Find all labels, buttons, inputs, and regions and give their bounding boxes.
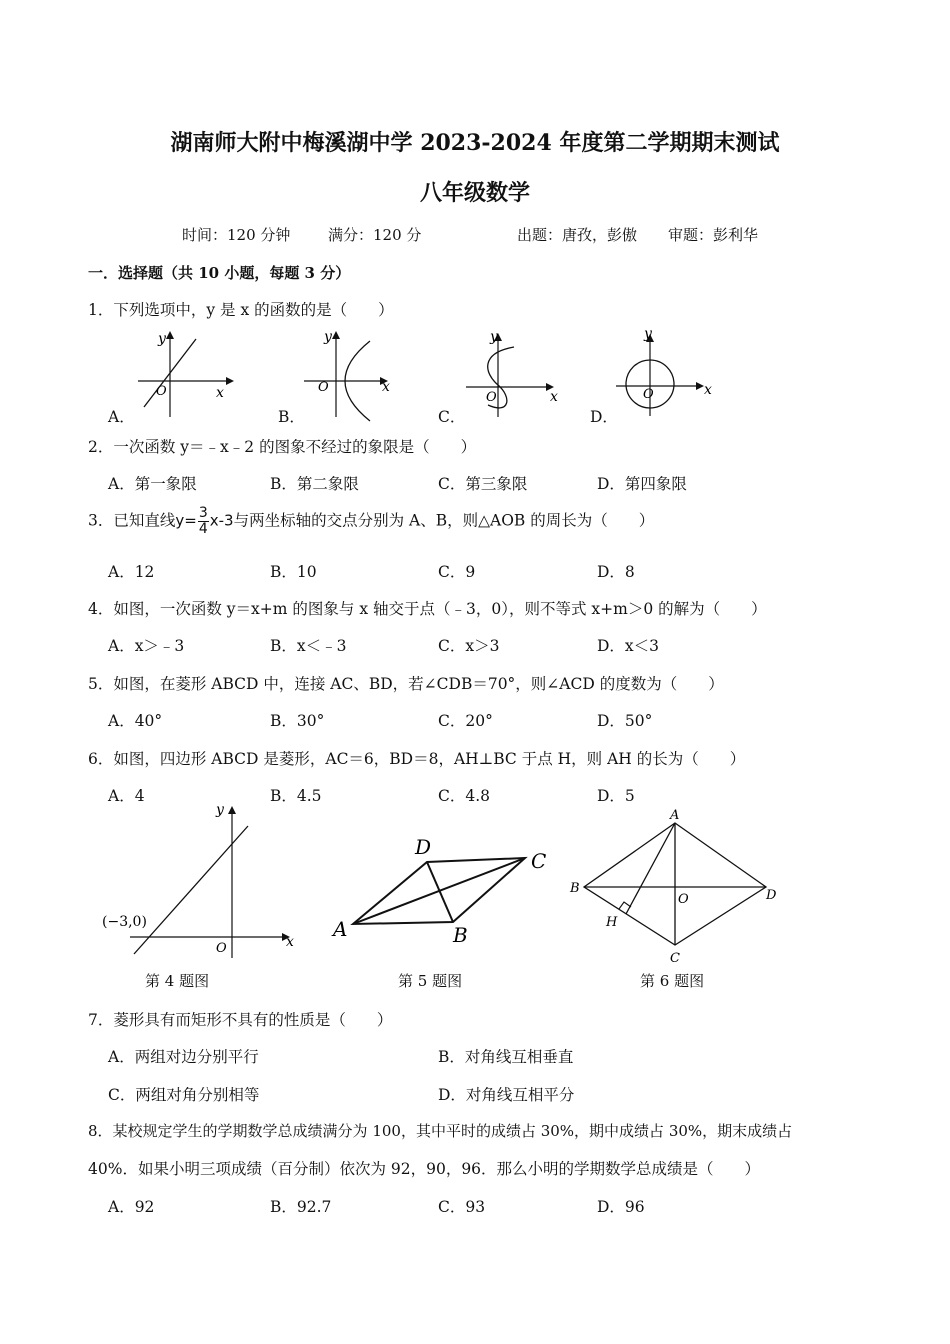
q3-eq-rhs: x-3 xyxy=(209,511,234,530)
q3-option-d: D．8 xyxy=(597,563,635,581)
q1-graph-d xyxy=(610,322,720,422)
q1c-x-label: x xyxy=(550,389,558,405)
fig5-label-c: C xyxy=(531,849,547,873)
question-8-line-2: 40%．如果小明三项成绩（百分制）依次为 92，90，96．那么小明的学期数学总成绩是（ ） xyxy=(88,1160,761,1178)
question-1: 1．下列选项中，y 是 x 的函数的是（ ） xyxy=(88,301,394,319)
q7-option-a: A．两组对边分别平行 xyxy=(108,1048,259,1066)
q7-option-b: B．对角线互相垂直 xyxy=(438,1048,574,1066)
q1-option-c: C． xyxy=(438,408,466,426)
q3-suffix: 与两坐标轴的交点分别为 A、B，则△AOB 的周长为（ ） xyxy=(233,511,655,530)
fig6-label-d: D xyxy=(766,888,777,903)
q3-option-a: A．12 xyxy=(108,563,155,581)
q1b-origin: O xyxy=(318,380,329,395)
q3-option-c: C．9 xyxy=(438,563,476,581)
q5-option-a: A．40° xyxy=(108,712,163,730)
question-2: 2．一次函数 y＝﹣x﹣2 的图象不经过的象限是（ ） xyxy=(88,438,477,456)
fig6-caption: 第 6 题图 xyxy=(640,972,705,990)
q6-option-a: A．4 xyxy=(108,787,145,805)
q2-option-c: C．第三象限 xyxy=(438,475,528,493)
fig4-origin: O xyxy=(216,941,227,956)
fig6-label-a: A xyxy=(670,808,680,823)
q1d-origin: O xyxy=(643,387,654,402)
q1a-x-label: x xyxy=(216,385,224,401)
fig4-x-label: x xyxy=(286,934,294,950)
q4-option-b: B．x＜﹣3 xyxy=(270,637,347,655)
question-6: 6．如图，四边形 ABCD 是菱形，AC＝6，BD＝8，AH⊥BC 于点 H，则 AH 的长为（ ） xyxy=(88,750,746,768)
q5-option-d: D．50° xyxy=(597,712,653,730)
q5-option-c: C．20° xyxy=(438,712,493,730)
q1-graph-b xyxy=(300,325,410,425)
q7-option-c: C．两组对角分别相等 xyxy=(108,1086,260,1104)
figure-6 xyxy=(560,805,790,970)
q8-option-d: D．96 xyxy=(597,1198,645,1216)
q3-eq-lhs: y= xyxy=(175,511,197,530)
fig4-point-label: (−3,0) xyxy=(102,914,147,930)
q1a-y-label: y xyxy=(158,331,166,347)
q1-graph-c xyxy=(460,325,570,425)
fig6-label-b: B xyxy=(570,881,580,896)
exam-title: 湖南师大附中梅溪湖中学 2023-2024 年度第二学期期末测试 xyxy=(170,130,780,156)
fig5-caption: 第 5 题图 xyxy=(398,972,463,990)
fig6-label-o: O xyxy=(678,892,689,907)
q3-fraction xyxy=(198,506,209,537)
question-8-line-1: 8．某校规定学生的学期数学总成绩满分为 100，其中平时的成绩占 30%，期中成绩占 30%，期末成绩占 xyxy=(88,1122,793,1140)
q3-option-b: B．10 xyxy=(270,563,317,581)
section-heading: 一．选择题（共 10 小题，每题 3 分） xyxy=(88,264,351,282)
q1-option-a: A． xyxy=(108,408,135,426)
q8-option-b: B．92.7 xyxy=(270,1198,332,1216)
fig4-y-label: y xyxy=(216,802,224,818)
q2-option-d: D．第四象限 xyxy=(597,475,687,493)
q1-option-d: D． xyxy=(590,408,618,426)
q1c-y-label: y xyxy=(490,329,498,345)
q8-option-c: C．93 xyxy=(438,1198,486,1216)
question-4: 4．如图，一次函数 y＝x+m 的图象与 x 轴交于点（﹣3，0），则不等式 x+m＞0 的解为（ ） xyxy=(88,600,767,618)
q3-frac-num: 3 xyxy=(198,505,208,521)
q7-option-d: D．对角线互相平分 xyxy=(438,1086,575,1104)
q3-frac-den: 4 xyxy=(198,521,208,537)
fig5-label-d: D xyxy=(415,835,432,859)
q1d-y-label: y xyxy=(644,326,652,342)
question-3 xyxy=(88,506,654,537)
exam-score: 满分：120 分 xyxy=(328,226,422,244)
exam-reviewer: 审题：彭利华 xyxy=(668,226,759,244)
q1b-y-label: y xyxy=(324,329,332,345)
q1-option-b: B． xyxy=(278,408,305,426)
figure-5 xyxy=(325,830,555,950)
figure-4 xyxy=(100,800,310,960)
q2-option-b: B．第二象限 xyxy=(270,475,359,493)
exam-subtitle: 八年级数学 xyxy=(419,180,530,206)
exam-time: 时间：120 分钟 xyxy=(182,226,291,244)
q3-prefix: 3．已知直线 xyxy=(88,511,176,530)
fig5-label-a: A xyxy=(333,917,348,941)
q6-option-d: D．5 xyxy=(597,787,635,805)
q8-option-a: A．92 xyxy=(108,1198,155,1216)
q1-graph-a xyxy=(130,325,240,425)
fig4-caption: 第 4 题图 xyxy=(145,972,210,990)
q6-option-b: B．4.5 xyxy=(270,787,322,805)
q4-option-a: A．x＞﹣3 xyxy=(108,637,185,655)
q1b-x-label: x xyxy=(382,379,390,395)
q5-option-b: B．30° xyxy=(270,712,325,730)
q1c-origin: O xyxy=(486,390,497,405)
q2-option-a: A．第一象限 xyxy=(108,475,197,493)
question-5: 5．如图，在菱形 ABCD 中，连接 AC、BD，若∠CDB＝70°，则∠ACD 的度数为（ ） xyxy=(88,675,724,693)
fig6-label-c: C xyxy=(670,951,680,966)
q1a-origin: O xyxy=(156,384,167,399)
q6-option-c: C．4.8 xyxy=(438,787,491,805)
question-7: 7．菱形具有而矩形不具有的性质是（ ） xyxy=(88,1011,393,1029)
q4-option-c: C．x＞3 xyxy=(438,637,500,655)
q4-option-d: D．x＜3 xyxy=(597,637,660,655)
exam-authors: 出题：唐孜，彭傲 xyxy=(517,226,638,244)
fig6-label-h: H xyxy=(606,915,618,930)
fig5-label-b: B xyxy=(453,923,468,947)
q1d-x-label: x xyxy=(704,382,712,398)
